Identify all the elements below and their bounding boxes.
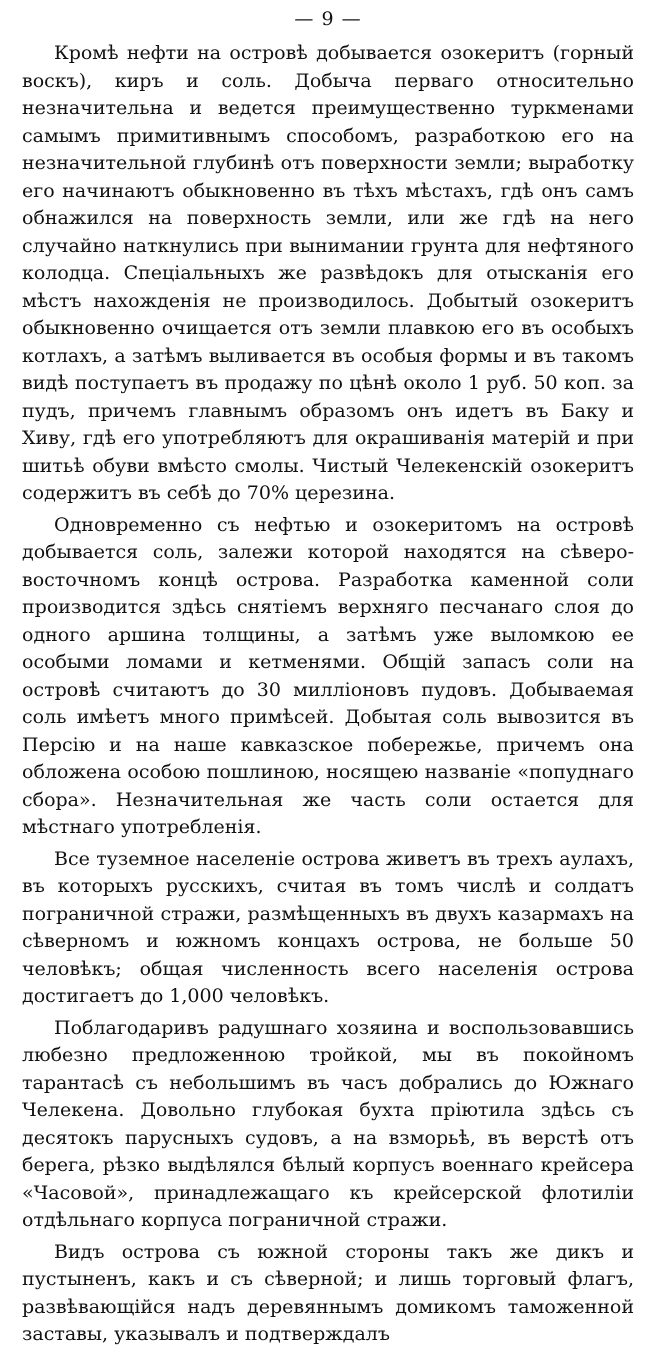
- page-number: — 9 —: [294, 8, 362, 30]
- paragraph-south-view: Видъ острова съ южной стороны такъ же дикъ и пустыненъ, какъ и съ сѣверной; и лишь торговый флагъ, развѣвающійся надъ деревяннымъ домикомъ таможенной заставы, указывалъ и подтверждалъ: [22, 1240, 634, 1345]
- paragraph-salt: Одновременно съ нефтью и озокеритомъ на островѣ добывается соль, залежи которой находятся на сѣверо-восточномъ концѣ острова. Разработка каменной соли производится здѣсь снятіемъ верхняго песчанаго слоя до одного аршина толщины, а затѣмъ уже выломкою ее особыми ломами и кетменями. Общій запасъ соли на островѣ считаютъ до 30 милліоновъ пудовъ. Добываемая соль имѣетъ много примѣсей. Добытая соль вывозится въ Персію и на наше кавказское побережье, причемъ она обложена особою пошлиною, носящею названіе «попуднаго сбора». Незначительная же часть соли остается для мѣстнаго употребленія.: [22, 513, 634, 838]
- paragraph-population: Все туземное населеніе острова живетъ въ трехъ аулахъ, въ которыхъ русскихъ, считая въ томъ числѣ и солдатъ пограничной стражи, размѣщенныхъ въ двухъ казармахъ на сѣверномъ и южномъ концахъ острова, не больше 50 человѣкъ; общая численность всего населенія острова достигаетъ до 1,000 человѣкъ.: [22, 847, 634, 1007]
- paragraph-journey: Поблагодаривъ радушнаго хозяина и воспользовавшись любезно предложенною тройкой, мы въ покойномъ тарантасѣ съ небольшимъ въ часъ добрались до Южнаго Челекена. Довольно глубокая бухта пріютила здѣсь съ десятокъ парусныхъ судовъ, а на взморьѣ, въ верстѣ отъ берега, рѣзко выдѣлялся бѣлый корпусъ военнаго крейсера «Часовой», принадлежащаго къ крейсерской флотиліи отдѣльнаго корпуса пограничной стражи.: [22, 1016, 634, 1231]
- paragraph-ozokerite: Кромѣ нефти на островѣ добывается озокеритъ (горный воскъ), киръ и соль. Добыча перваго относительно незначительна и ведется преимущественно туркменами самымъ примитивнымъ способомъ, разработкою его на незначительной глубинѣ отъ поверхности земли; выработку его начинаютъ обыкновенно въ тѣхъ мѣстахъ, гдѣ онъ самъ обнажился на поверхность земли, или же гдѣ на него случайно наткнулись при вынимании грунта для нефтяного колодца. Спеціальныхъ же развѣдокъ для отысканія его мѣстъ нахожденія не производилось. Добытый озокеритъ обыкновенно очищается отъ земли плавкою его въ особыхъ котлахъ, а затѣмъ выливается въ особыя формы и въ такомъ видѣ поступаетъ въ продажу по цѣнѣ около 1 руб. 50 коп. за пудъ, причемъ главнымъ образомъ онъ идетъ въ Баку и Хиву, гдѣ его употребляютъ для окрашиванія матерій и при шитьѣ обуви вмѣсто смолы. Чистый Челекенскій озокеритъ содержитъ въ себѣ до 70% церезина.: [22, 42, 634, 504]
